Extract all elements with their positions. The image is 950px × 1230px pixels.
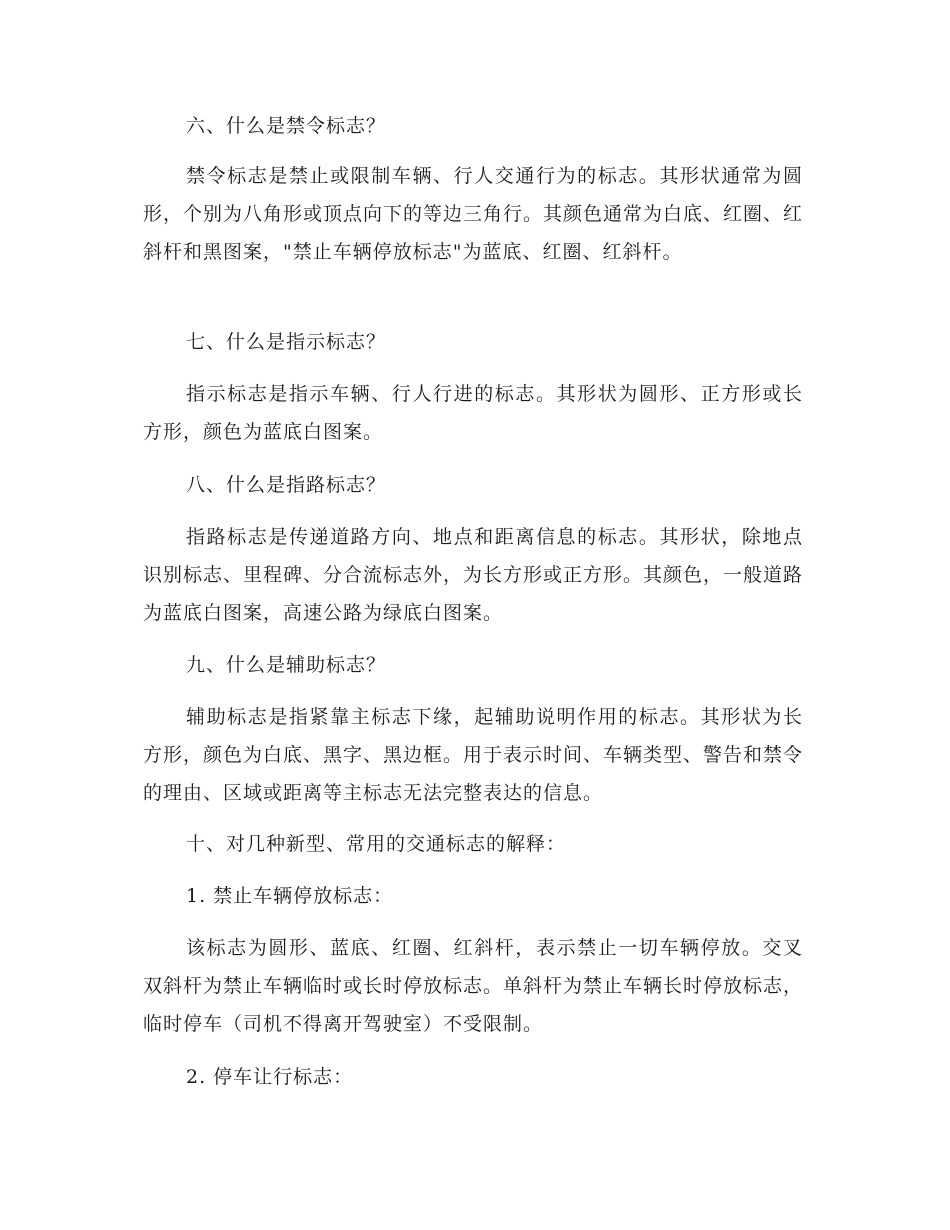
heading-auxiliary-signs: 九、什么是辅助标志？ bbox=[186, 654, 387, 676]
heading-prohibition-signs: 六、什么是禁令标志？ bbox=[186, 115, 387, 137]
paragraph-prohibition-signs: 禁令标志是禁止或限制车辆、行人交通行为的标志。其形状通常为圆形，个别为八角形或顶点向下的等边三角行。其颜色通常为白底、红圈、红斜杆和黑图案，"禁止车辆停放标志"为蓝底、红圈、红斜杆。 bbox=[143, 165, 804, 263]
heading-mandatory-signs: 七、什么是指示标志？ bbox=[186, 331, 387, 353]
heading-new-common-signs: 十、对几种新型、常用的交通标志的解释： bbox=[186, 833, 567, 855]
paragraph-auxiliary-signs: 辅助标志是指紧靠主标志下缘，起辅助说明作用的标志。其形状为长方形，颜色为白底、黑字、黑边框。用于表示时间、车辆类型、警告和禁令的理由、区域或距离等主标志无法完整表达的信息。 bbox=[143, 706, 804, 804]
heading-guide-signs: 八、什么是指路标志？ bbox=[186, 474, 387, 496]
subheading-stop-yield-sign: 2. 停车让行标志： bbox=[186, 1066, 354, 1088]
paragraph-mandatory-signs: 指示标志是指示车辆、行人行进的标志。其形状为圆形、正方形或长方形，颜色为蓝底白图案。 bbox=[143, 383, 803, 443]
paragraph-guide-signs: 指路标志是传递道路方向、地点和距离信息的标志。其形状，除地点识别标志、里程碑、分合流标志外，为长方形或正方形。其颜色，一般道路为蓝底白图案，高速公路为绿底白图案。 bbox=[143, 526, 804, 624]
paragraph-no-parking-sign: 该标志为圆形、蓝底、红圈、红斜杆，表示禁止一切车辆停放。交叉双斜杆为禁止车辆临时或长时停放标志。单斜杆为禁止车辆长时停放标志，临时停车（司机不得离开驾驶室）不受限制。 bbox=[143, 937, 804, 1035]
subheading-no-parking-sign: 1. 禁止车辆停放标志： bbox=[186, 885, 394, 907]
